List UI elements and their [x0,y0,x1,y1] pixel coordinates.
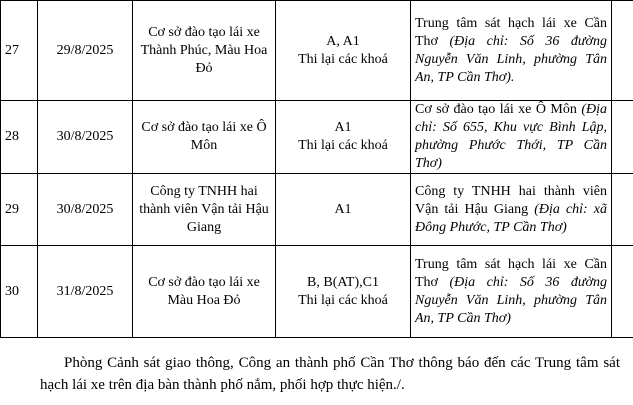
training-unit: Cơ sở đào tạo lái xe Ô Môn [133,101,276,174]
exam-location [411,1,612,101]
note-cell [612,174,633,246]
location-address: (Địa chỉ: Số 36 đường Nguyễn Văn Linh, phường Tân An, TP Cần Thơ). [415,33,607,85]
license-class: A1 [334,201,352,217]
note-cell [612,101,633,174]
retest-note: Thi lại các khoá [298,138,388,153]
table-row [1,174,633,246]
note-cell [612,246,633,338]
exam-date: 31/8/2025 [38,246,133,338]
license-cell [276,1,411,101]
notice-text: Phòng Cảnh sát giao thông, Công an thành phố Cần Thơ thông báo đến các Trung tâm sát hạch lái xe trên địa bàn thành phố nắm, phối hợp thực hiện./. [40,355,620,393]
exam-date: 29/8/2025 [38,1,133,101]
exam-date: 30/8/2025 [38,174,133,246]
training-unit: Cơ sở đào tạo lái xe Thành Phúc, Màu Hoa Đỏ [133,1,276,101]
license-class: A, A1 [326,33,360,49]
license-cell [276,101,411,174]
location-name: Công ty TNHH hai thành viên Vận tải Hậu Giang [415,183,607,217]
table-row [1,1,633,101]
exam-location [411,174,612,246]
table-row [1,246,633,338]
location-name: Cơ sở đào tạo lái xe Ô Môn [415,102,577,117]
license-class: B, B(AT),C1 [307,274,379,290]
location-name: Trung tâm sát hạch lái xe Cần Thơ [415,15,607,49]
row-number: 29 [1,174,38,246]
location-address: (Địa chỉ: xã Đông Phước, TP Cần Thơ) [415,201,608,235]
row-number: 27 [1,1,38,101]
retest-note: Thi lại các khoá [298,292,388,308]
exam-date: 30/8/2025 [38,101,133,174]
retest-note: Thi lại các khoá [298,51,388,67]
training-unit: Cơ sở đào tạo lái xe Màu Hoa Đỏ [133,246,276,338]
license-class: A1 [334,120,352,135]
exam-location [411,246,612,338]
location-name: Trung tâm sát hạch lái xe Cần Thơ [415,256,607,290]
row-number: 28 [1,101,38,174]
exam-location [411,101,612,174]
note-cell [612,1,633,101]
row-number: 30 [1,246,38,338]
license-cell [276,246,411,338]
location-address: (Địa chỉ: Số 36 đường Nguyễn Văn Linh, phường Tân An, TP Cần Thơ) [415,274,607,326]
training-unit: Công ty TNHH hai thành viên Vận tải Hậu Giang [133,174,276,246]
location-address: (Địa chỉ: Số 655, Khu vực Bình Lập, phường Phước Thới, TP Cần Thơ) [415,102,608,171]
notice-paragraph [40,352,620,396]
table-row [1,101,633,174]
license-cell [276,174,411,246]
